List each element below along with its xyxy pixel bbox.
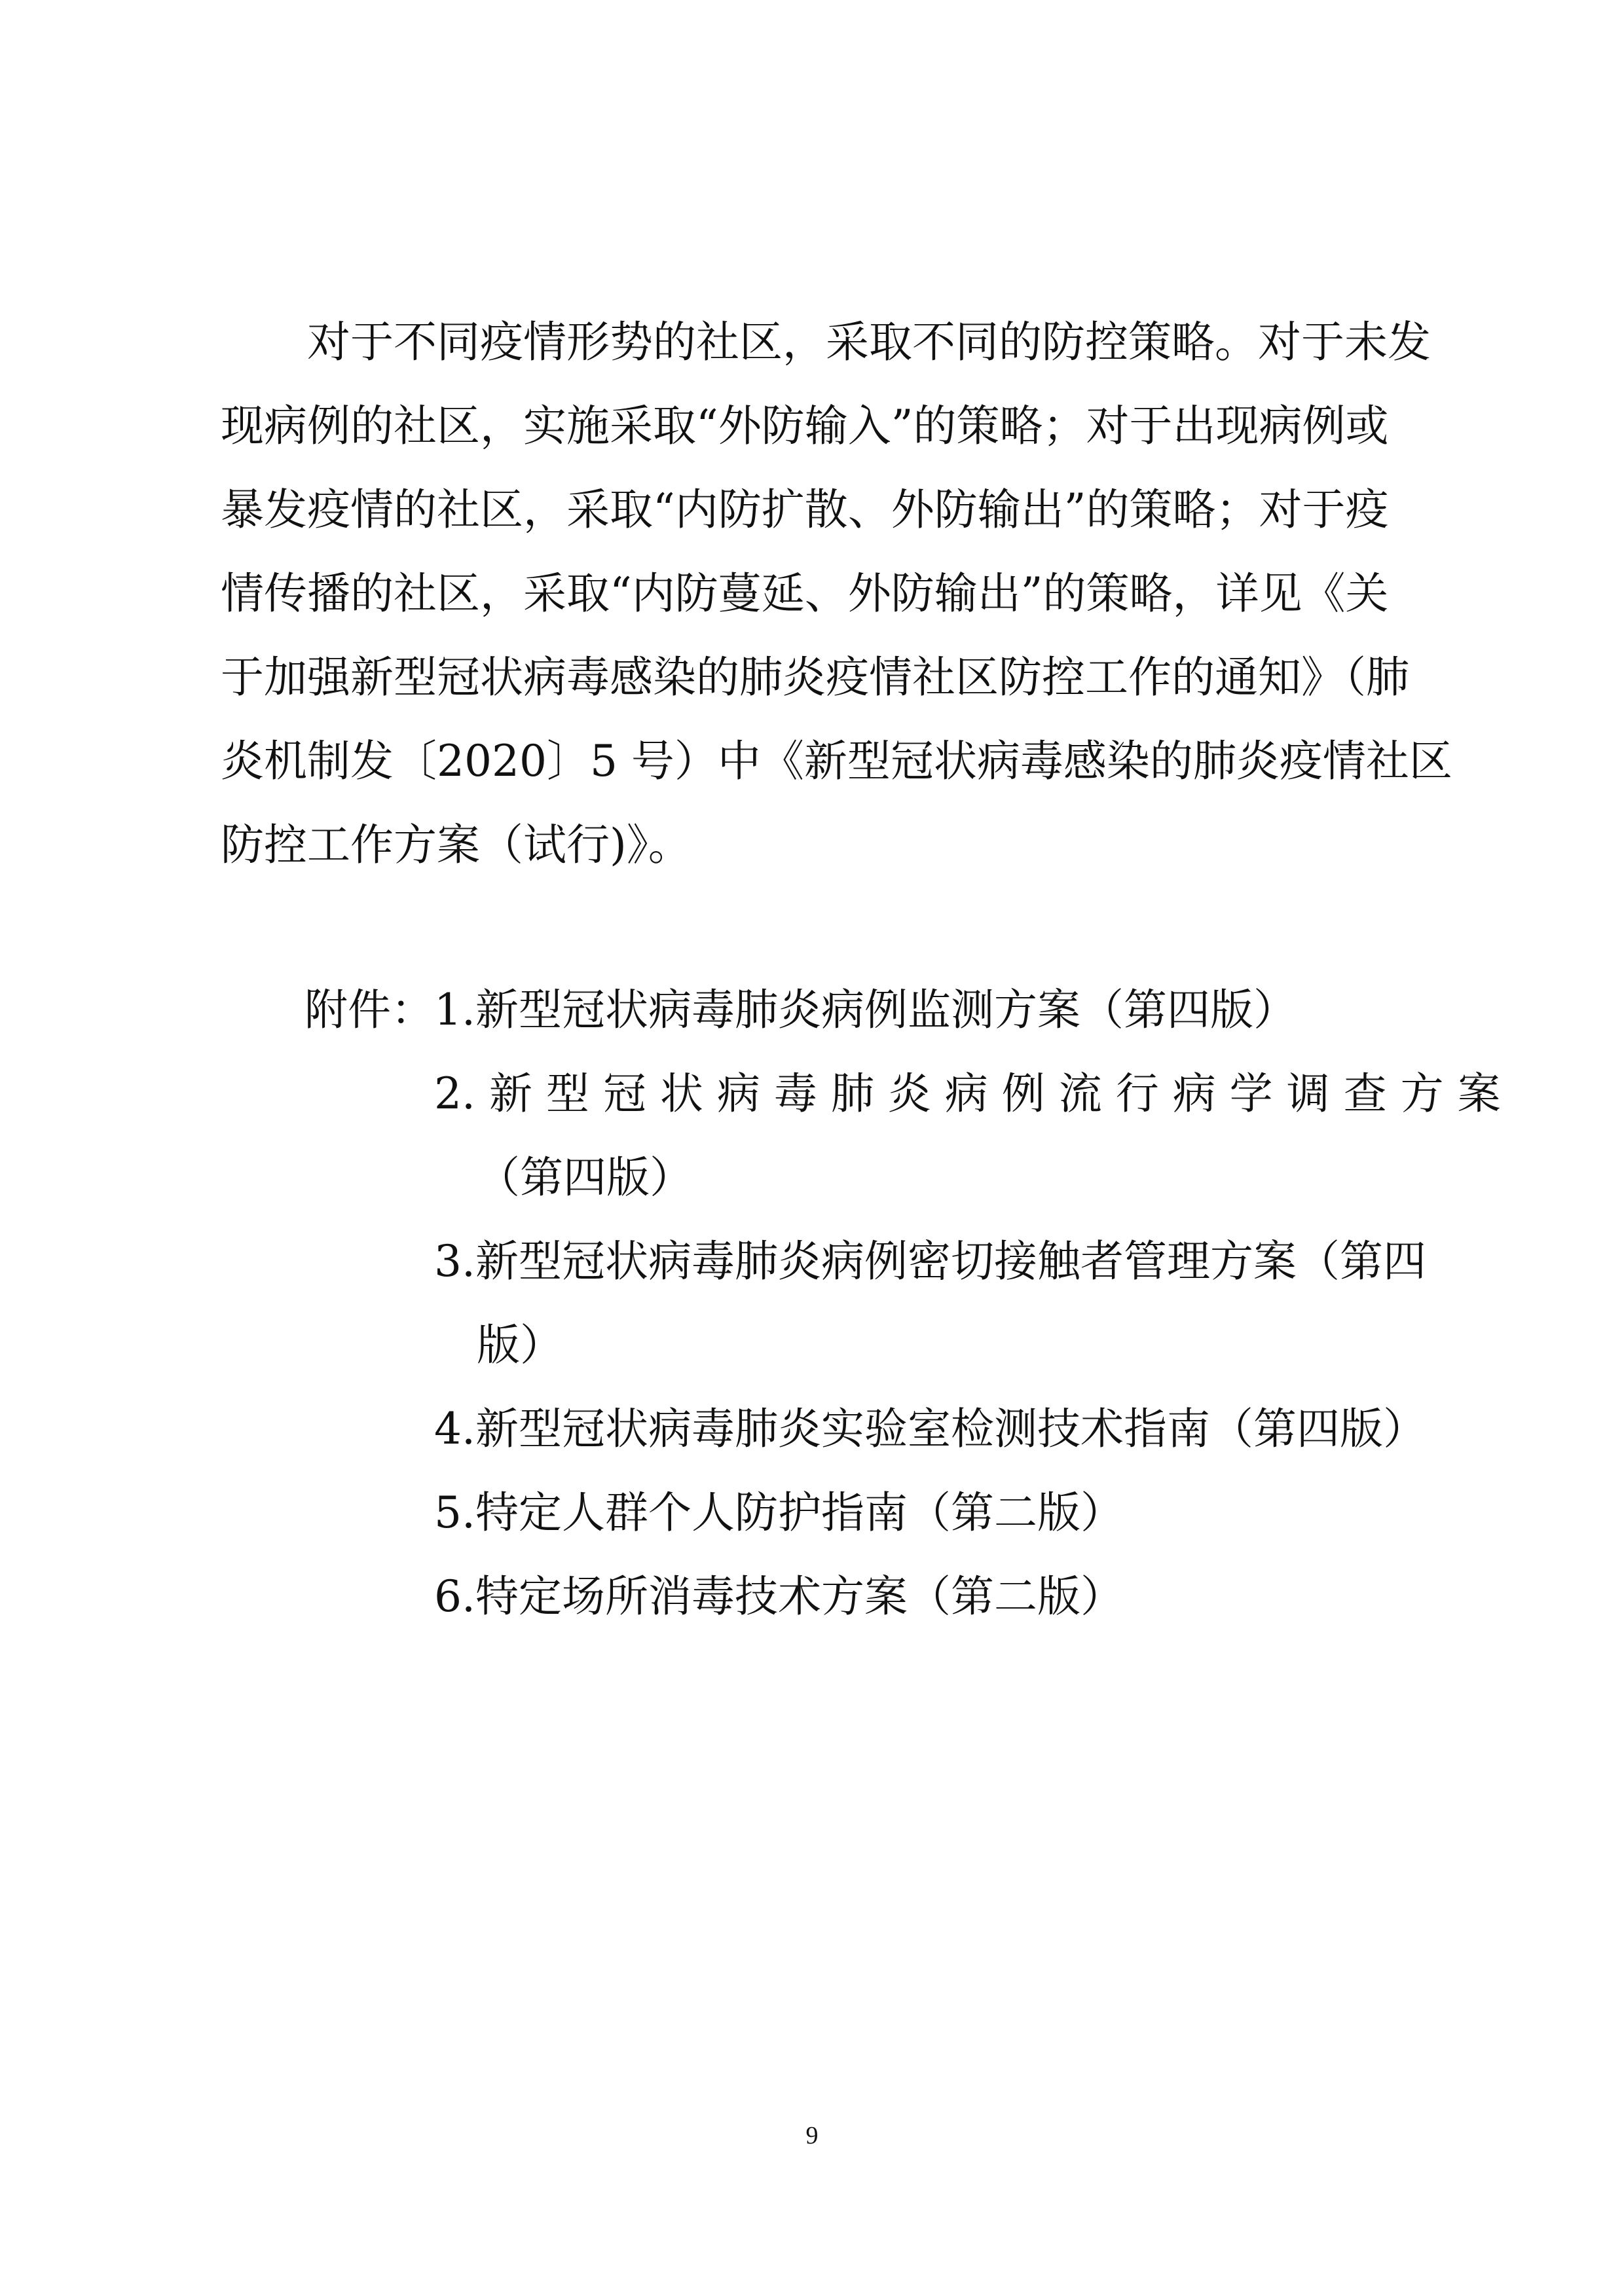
- attachment-item-4: 4.新型冠状病毒肺炎实验室检测技术指南（第四版）: [434, 1404, 1426, 1454]
- paragraph-line-5: 于加强新型冠状病毒感染的肺炎疫情社区防控工作的通知》（肺: [221, 652, 1409, 702]
- attachment-item-1: 1.新型冠状病毒肺炎病例监测方案（第四版）: [434, 985, 1297, 1035]
- paragraph-line-1: 对于不同疫情形势的社区，采取不同的防控策略。对于未发: [221, 317, 1431, 367]
- paragraph-line-3: 暴发疫情的社区，采取“内防扩散、外防输出”的策略；对于疫: [221, 484, 1389, 535]
- attachment-item-3: 3.新型冠状病毒肺炎病例密切接触者管理方案（第四: [434, 1236, 1426, 1286]
- attachment-item-5: 5.特定人群个人防护指南（第二版）: [434, 1487, 1124, 1538]
- attachment-item-6: 6.特定场所消毒技术方案（第二版）: [434, 1571, 1124, 1622]
- attachment-item-2-cont: （第四版）: [477, 1152, 693, 1203]
- paragraph-line-6: 炎机制发〔2020〕5 号）中《新型冠状病毒感染的肺炎疫情社区: [221, 736, 1452, 786]
- attachment-item-3-cont: 版）: [477, 1320, 563, 1370]
- paragraph-line-2: 现病例的社区，实施采取“外防输入”的策略；对于出现病例或: [221, 401, 1389, 451]
- paragraph-line-4: 情传播的社区，采取“内防蔓延、外防输出”的策略，详见《关: [221, 568, 1389, 619]
- attachment-item-2: 2. 新 型 冠 状 病 毒 肺 炎 病 例 流 行 病 学 调 查 方 案: [434, 1068, 1501, 1119]
- attachments-label: 附件：: [304, 985, 434, 1035]
- paragraph-line-7: 防控工作方案（试行)》。: [221, 820, 692, 870]
- page-number: 9: [805, 2122, 819, 2149]
